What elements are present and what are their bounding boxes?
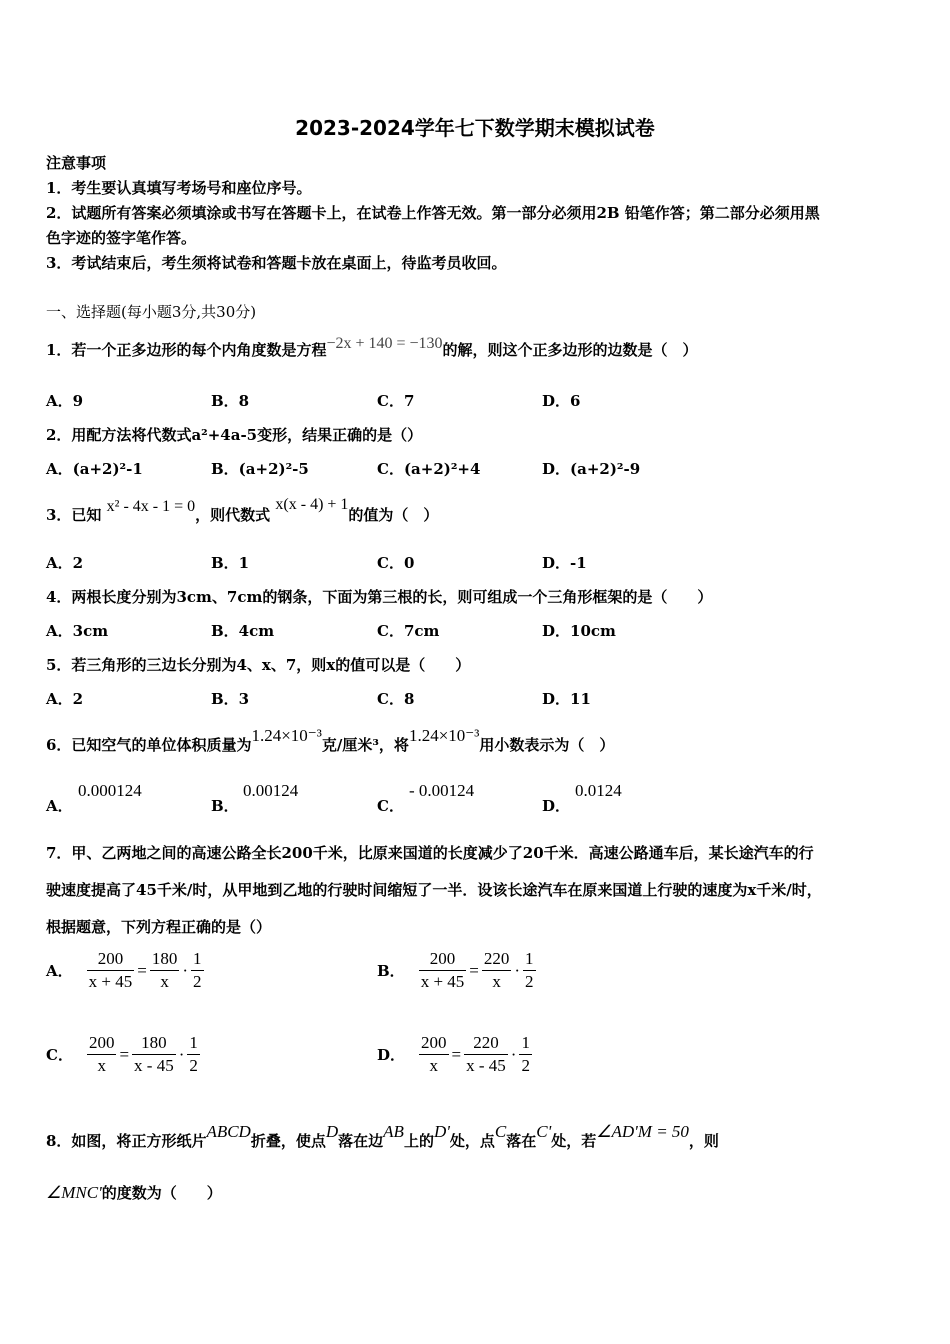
q8-math-d-prime: D' bbox=[433, 1122, 450, 1141]
q7-b-fraction-2 bbox=[482, 948, 512, 993]
q6-number-2: 1.24×10⁻³ bbox=[408, 726, 480, 745]
q5-option-d: D．11 bbox=[542, 690, 591, 708]
q7-option-a-label: A． bbox=[46, 962, 73, 980]
q7-b-den-1: x + 45 bbox=[420, 972, 465, 991]
q6-unit: 克/厘米³，将 bbox=[321, 736, 409, 754]
q6-text-post: 用小数表示为（ ） bbox=[479, 736, 615, 754]
q7-a-den-3: 2 bbox=[193, 972, 202, 991]
q6-option-c-label: C． bbox=[377, 797, 404, 815]
q3-option-b: B．1 bbox=[211, 554, 250, 572]
q7-c-fraction-3 bbox=[187, 1032, 200, 1077]
q3-text-post: 的值为（ ） bbox=[348, 506, 439, 524]
q7-a-num-1: 200 bbox=[87, 948, 135, 971]
q8-math-c-prime: C' bbox=[536, 1122, 552, 1141]
q8-text-5: 处，点 bbox=[449, 1132, 495, 1150]
q6-option-c-value: - 0.00124 bbox=[409, 781, 475, 800]
q4-option-b: B．4cm bbox=[211, 622, 275, 640]
q2-option-b: B．(a+2)²-5 bbox=[211, 460, 309, 478]
q2-option-d: D．(a+2)²-9 bbox=[542, 460, 641, 478]
q6-option-a-value: 0.000124 bbox=[78, 781, 142, 800]
q1-option-c: C．7 bbox=[377, 392, 415, 410]
q7-d-fraction-1 bbox=[419, 1032, 449, 1077]
q8-text-7: 处，若 bbox=[551, 1132, 597, 1150]
q6-option-d-value: 0.0124 bbox=[575, 781, 622, 800]
q7-d-fraction-2 bbox=[464, 1032, 508, 1077]
q3-option-c: C．0 bbox=[377, 554, 415, 572]
q7-a-fraction-3 bbox=[191, 948, 204, 993]
question-7-line-2: 驶速度提高了45千米/时，从甲地到乙地的行驶时间缩短了一半．设该长途汽车在原来国道上行驶的速度为x千米/时， bbox=[46, 881, 822, 899]
q6-number-1: 1.24×10⁻³ bbox=[251, 726, 322, 745]
q5-option-b: B．3 bbox=[211, 690, 250, 708]
q7-d-num-2: 220 bbox=[464, 1032, 508, 1055]
q7-a-den-1: x + 45 bbox=[88, 972, 133, 991]
q7-option-d: D． $\frac{200}{x}$ = $\frac{220}{x - 45}$ · $\frac{1}{2}$ bbox=[377, 1033, 530, 1075]
q8-math-angle: ∠AD'M = 50 bbox=[596, 1122, 689, 1141]
q8-math-d: D bbox=[325, 1122, 339, 1141]
q7-a-den-2: x bbox=[160, 972, 169, 991]
q7-b-fraction-3 bbox=[523, 948, 536, 993]
question-7-line-1: 7．甲、乙两地之间的高速公路全长200千米，比原来国道的长度减少了20千米．高速公路通车后，某长途汽车的行 bbox=[46, 844, 814, 862]
question-6 bbox=[46, 726, 615, 755]
q1-option-a: A．9 bbox=[46, 392, 84, 410]
q1-equation: −2x + 140 = −130 bbox=[326, 335, 443, 352]
q7-a-fraction-1 bbox=[87, 948, 135, 993]
q6-option-b-label: B． bbox=[211, 797, 239, 815]
q7-b-den-2: x bbox=[492, 972, 501, 991]
q4-option-a: A．3cm bbox=[46, 622, 109, 640]
q1-option-d: D．6 bbox=[542, 392, 581, 410]
q7-a-fraction-2 bbox=[150, 948, 180, 993]
q7-d-den-1: x bbox=[429, 1056, 439, 1075]
question-8-line-2 bbox=[46, 1182, 222, 1203]
q7-a-num-3: 1 bbox=[191, 948, 204, 971]
q7-c-fraction-1 bbox=[87, 1032, 117, 1077]
q8-math-ab: AB bbox=[383, 1122, 404, 1141]
q3-text-mid: ，则代数式 bbox=[195, 506, 271, 524]
q7-c-num-1: 200 bbox=[87, 1032, 117, 1055]
q8-math-angle-mnc: ∠MNC' bbox=[46, 1183, 102, 1202]
q7-option-c: C． $\frac{200}{x}$ = $\frac{180}{x - 45}$ · $\frac{1}{2}$ bbox=[46, 1033, 198, 1075]
question-2: 2．用配方法将代数式a²+4a-5变形，结果正确的是（） bbox=[46, 426, 423, 444]
q4-option-c: C．7cm bbox=[377, 622, 440, 640]
q7-option-d-label: D． bbox=[377, 1046, 406, 1064]
q7-d-num-1: 200 bbox=[419, 1032, 449, 1055]
q6-option-b-value: 0.00124 bbox=[243, 781, 299, 800]
q4-option-d: D．10cm bbox=[542, 622, 616, 640]
q8-math-abcd: ABCD bbox=[206, 1122, 251, 1141]
q2-option-a: A．(a+2)²-1 bbox=[46, 460, 143, 478]
q1-text-post: 的解，则这个正多边形的边数是（ ） bbox=[442, 341, 698, 359]
q8-math-c: C bbox=[494, 1122, 507, 1141]
q7-c-num-3: 1 bbox=[187, 1032, 200, 1055]
q7-b-den-3: 2 bbox=[525, 972, 534, 991]
question-3 bbox=[46, 496, 439, 525]
notice-item-1: 1．考生要认真填写考场号和座位序号。 bbox=[46, 179, 312, 197]
q7-a-num-2: 180 bbox=[150, 948, 180, 971]
q7-d-den-2: x - 45 bbox=[466, 1056, 506, 1075]
q8-text-2: 折叠，使点 bbox=[250, 1132, 326, 1150]
q6-option-d-label: D． bbox=[542, 797, 571, 815]
q7-d-den-3: 2 bbox=[521, 1056, 530, 1075]
q7-c-den-2: x - 45 bbox=[134, 1056, 174, 1075]
q2-option-c: C．(a+2)²+4 bbox=[377, 460, 481, 478]
q7-d-num-3: 1 bbox=[519, 1032, 532, 1055]
q3-option-d: D．-1 bbox=[542, 554, 587, 572]
q1-text-pre: 1．若一个正多边形的每个内角度数是方程 bbox=[46, 341, 327, 359]
q7-b-num-3: 1 bbox=[523, 948, 536, 971]
q3-equation-2: x(x - 4) + 1 bbox=[275, 496, 349, 513]
q8-text-8: ，则 bbox=[688, 1132, 719, 1150]
page-title: 2023-2024学年七下数学期末模拟试卷 bbox=[295, 116, 655, 140]
q7-option-b: B． $\frac{200}{x + 45}$ = $\frac{220}{x}$ · $\frac{1}{2}$ bbox=[377, 949, 534, 991]
section-heading: 一、选择题(每小题3分,共30分) bbox=[46, 303, 257, 321]
q8-text-6: 落在 bbox=[506, 1132, 537, 1150]
q6-option-a-label: A． bbox=[46, 797, 73, 815]
q1-option-b: B．8 bbox=[211, 392, 250, 410]
question-8 bbox=[46, 1122, 719, 1151]
q7-c-den-1: x bbox=[97, 1056, 106, 1075]
q7-option-a: A． $\frac{200}{x + 45}$ = $\frac{180}{x}$ · $\frac{1}{2}$ bbox=[46, 949, 202, 991]
notice-item-2-cont: 色字迹的签字笔作答。 bbox=[46, 229, 197, 247]
notice-item-3: 3．考试结束后，考生须将试卷和答题卡放在桌面上，待监考员收回。 bbox=[46, 254, 507, 272]
q5-option-c: C．8 bbox=[377, 690, 415, 708]
question-7-line-3: 根据题意，下列方程正确的是（） bbox=[46, 918, 272, 936]
q7-c-fraction-2 bbox=[132, 1032, 176, 1077]
q7-c-den-3: 2 bbox=[189, 1056, 198, 1075]
q7-c-num-2: 180 bbox=[132, 1032, 176, 1055]
q7-d-fraction-3 bbox=[519, 1032, 532, 1077]
q8-text-3: 落在边 bbox=[338, 1132, 384, 1150]
q7-b-fraction-1 bbox=[419, 948, 467, 993]
notice-item-2: 2．试题所有答案必须填涂或书写在答题卡上，在试卷上作答无效。第一部分必须用2B 铅笔作答；第二部分必须用黑 bbox=[46, 204, 820, 222]
question-4: 4．两根长度分别为3cm、7cm的钢条，下面为第三根的长，则可组成一个三角形框架的是（ ） bbox=[46, 588, 713, 606]
q3-option-a: A．2 bbox=[46, 554, 84, 572]
q8-text-9: 的度数为（ ） bbox=[101, 1184, 222, 1202]
question-5: 5．若三角形的三边长分别为4、x、7，则x的值可以是（ ） bbox=[46, 656, 471, 674]
notice-heading: 注意事项 bbox=[46, 154, 107, 172]
question-1 bbox=[46, 335, 698, 360]
q7-option-c-label: C． bbox=[46, 1046, 73, 1064]
q8-text-4: 上的 bbox=[403, 1132, 434, 1150]
q7-option-b-label: B． bbox=[377, 962, 405, 980]
q6-text-pre: 6．已知空气的单位体积质量为 bbox=[46, 736, 252, 754]
q7-b-num-1: 200 bbox=[419, 948, 467, 971]
q5-option-a: A．2 bbox=[46, 690, 84, 708]
q7-b-num-2: 220 bbox=[482, 948, 512, 971]
q8-text-1: 8．如图，将正方形纸片 bbox=[46, 1132, 207, 1150]
q3-text-pre: 3．已知 bbox=[46, 506, 102, 524]
q3-equation-1: x² - 4x - 1 = 0 bbox=[106, 498, 196, 515]
